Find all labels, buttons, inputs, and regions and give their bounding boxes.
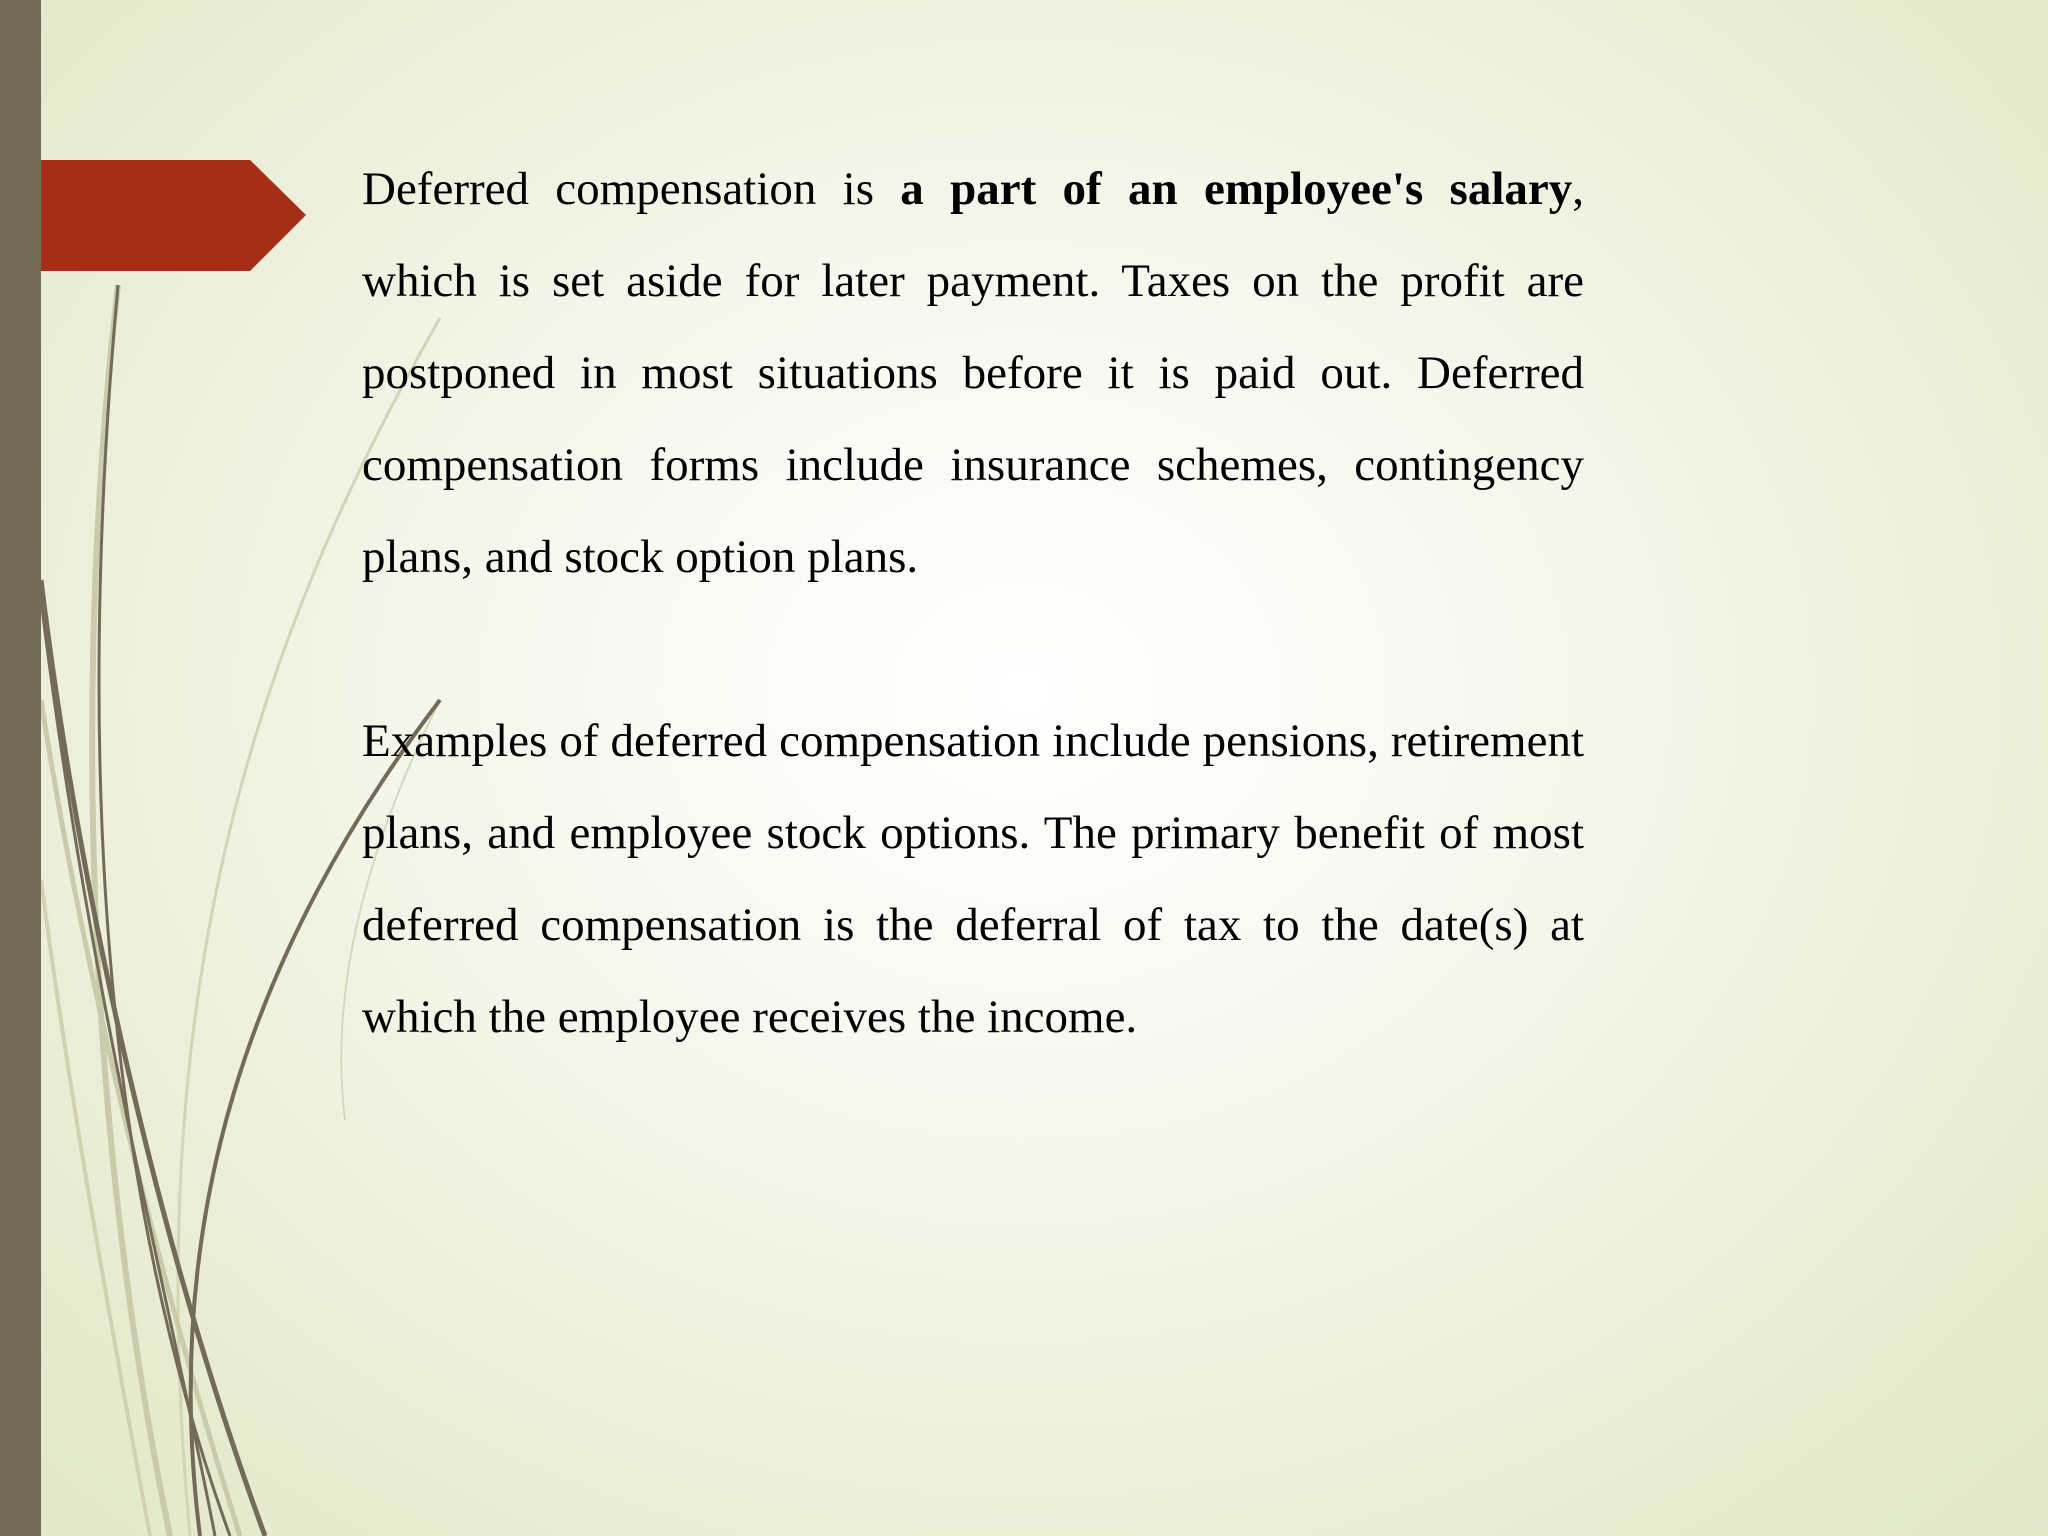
- paragraph-examples: Examples of deferred compensation include pensions, retirement plans, and employee stock options. The primary benefit of most deferred compensation is the deferral of tax to the date(s) at which the employee receives the income.: [362, 715, 1584, 1043]
- paragraph-1-bold-phrase: a part of an employee's salary: [900, 163, 1573, 215]
- left-accent-bar: [0, 0, 41, 1536]
- paragraph-1-rest: , which is set aside for later payment. Taxes on the profit are postponed in most situations before it is paid out. Deferred compensation forms include insurance schemes, contingency plans, and stock option plans.: [362, 163, 1585, 583]
- dark-curve-2: [41, 580, 265, 1536]
- slide-body: [362, 143, 1584, 1063]
- paragraph-1-intro: Deferred compensation is: [362, 163, 901, 215]
- red-arrow-shape: [0, 160, 306, 271]
- dark-curve-1: [99, 285, 230, 1536]
- paragraph-deferred-compensation: [362, 143, 1584, 603]
- light-curve-4: [41, 880, 150, 1536]
